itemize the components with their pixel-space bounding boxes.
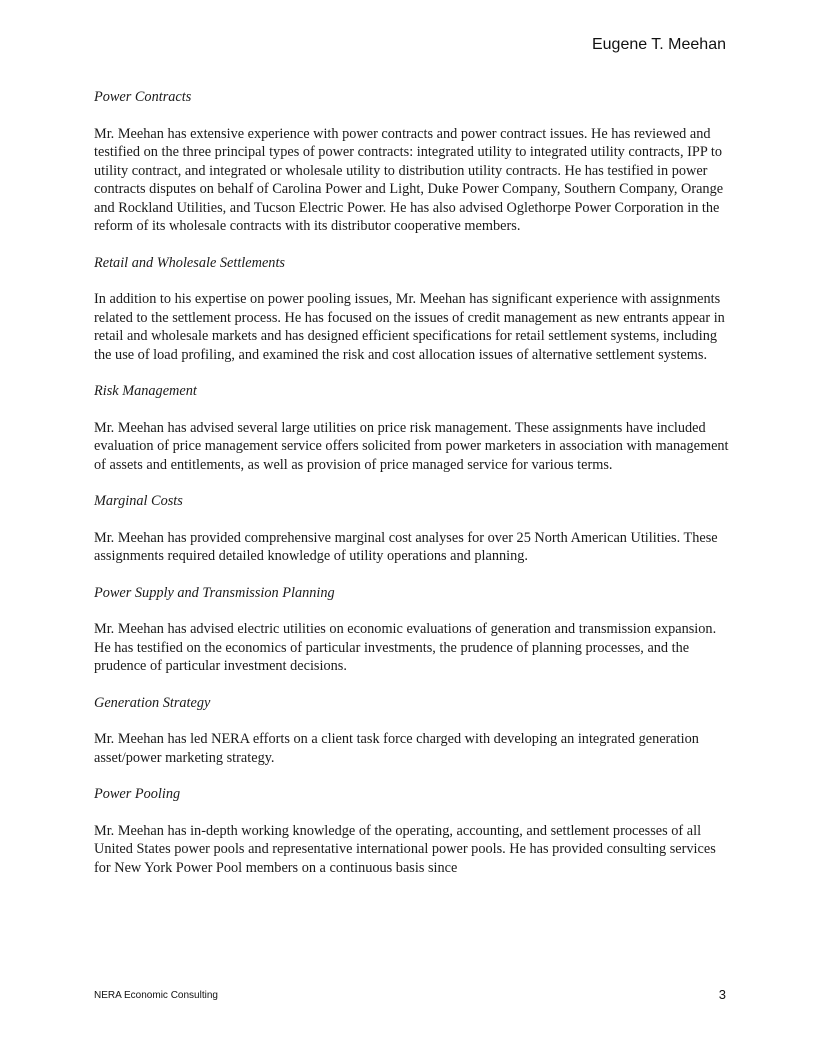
- section-heading: Retail and Wholesale Settlements: [94, 254, 285, 271]
- section-power-pooling: [94, 785, 730, 877]
- section-body: Mr. Meehan has extensive experience with power contracts and power contract issues. He has reviewed and testified on the three principal types of power contracts: integrated utility to integrated utility contracts, IPP to utility contract, and integrated or wholesale utility to distribution utility contracts. He has testified in power contracts disputes on behalf of Carolina Power and Light, Duke Power Company, Southern Company, Orange and Rockland Utilities, and Tucson Electric Power. He has also advised Oglethorpe Power Corporation in the reform of its wholesale contracts with its distributor cooperative members.: [94, 125, 724, 234]
- section-retail-wholesale-settlements: [94, 254, 730, 365]
- section-body: Mr. Meehan has in-depth working knowledge of the operating, accounting, and settlement processes of all United States power pools and representative international power pools. He has provided consulting services for New York Power Pool members on a continuous basis since: [94, 822, 716, 876]
- section-heading: Marginal Costs: [94, 493, 183, 509]
- section-generation-strategy: [94, 694, 730, 768]
- section-heading: Power Pooling: [94, 786, 181, 802]
- section-heading: Power Contracts: [94, 89, 192, 105]
- section-risk-management: [94, 382, 730, 474]
- footer-firm-name: NERA Economic Consulting: [94, 990, 218, 1001]
- main-content: [94, 88, 730, 895]
- section-body: Mr. Meehan has advised electric utilities on economic evaluations of generation and transmission expansion. He has testified on the economics of particular investments, the prudence of planning processes, and the prudence of particular investment decisions.: [94, 621, 717, 674]
- header-name: Eugene T. Meehan: [591, 36, 726, 53]
- section-heading: Risk Management: [94, 383, 197, 399]
- section-power-supply-transmission-planning: [94, 584, 730, 676]
- section-power-contracts: [94, 88, 730, 236]
- section-body: Mr. Meehan has provided comprehensive marginal cost analyses for over 25 North American Utilities. These assignments required detailed knowledge of utility operations and planning.: [94, 529, 718, 564]
- section-heading: Power Supply and Transmission Planning: [94, 584, 335, 601]
- section-body: Mr. Meehan has led NERA efforts on a client task force charged with developing an integrated generation asset/power marketing strategy.: [94, 731, 699, 766]
- page-number: 3: [718, 987, 726, 1002]
- section-body: In addition to his expertise on power pooling issues, Mr. Meehan has significant experience with assignments related to the settlement process. He has focused on the issues of credit management as new entrants appear in retail and wholesale markets and has designed efficient specifications for retail settlement systems, including the use of load profiling, and examined the risk and cost allocation issues of alternative settlement systems.: [94, 291, 725, 363]
- section-body: Mr. Meehan has advised several large utilities on price risk management. These assignments have included evaluation of price management service offers solicited from power marketers in association with management of assets and entitlements, as well as provision of price managed service for various terms.: [94, 419, 729, 473]
- section-marginal-costs: [94, 492, 730, 566]
- section-heading: Generation Strategy: [94, 694, 211, 711]
